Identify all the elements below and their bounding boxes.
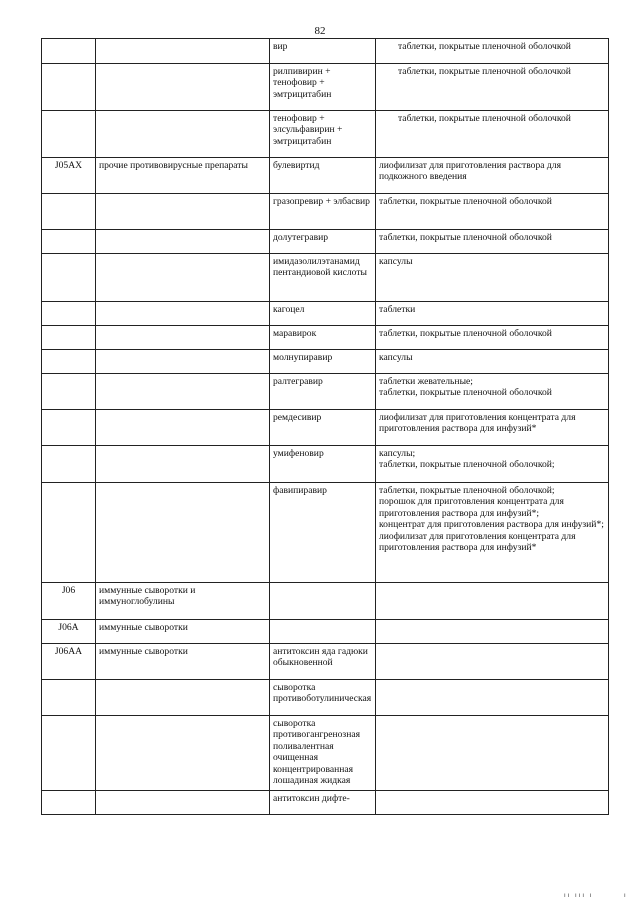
atc-code-cell [42, 791, 96, 815]
drug-name-cell: рилпивирин + тенофовир + эмтрицитабин [270, 64, 376, 111]
dosage-form-cell: капсулы; таблетки, покрытые пленочной оболочкой; [376, 446, 609, 483]
table-body [42, 39, 609, 815]
group-name-cell [96, 254, 270, 302]
drug-name-cell: маравирок [270, 326, 376, 350]
table-row [42, 302, 609, 326]
dosage-form-cell: таблетки, покрытые пленочной оболочкой [376, 64, 609, 111]
atc-code-cell: J06 [42, 583, 96, 620]
table-row [42, 620, 609, 644]
scan-mark: ıı ııı ı [564, 893, 594, 899]
drug-name-cell: тенофовир + элсульфавирин + эмтрицитабин [270, 111, 376, 158]
table-row [42, 254, 609, 302]
dosage-form-cell: таблетки жевательные; таблетки, покрытые пленочной оболочкой [376, 374, 609, 410]
group-name-cell [96, 194, 270, 230]
drug-name-cell: фавипиравир [270, 483, 376, 583]
table-row [42, 374, 609, 410]
drug-name-cell: долутегравир [270, 230, 376, 254]
table-row [42, 158, 609, 194]
dosage-form-cell [376, 680, 609, 716]
drug-name-cell [270, 583, 376, 620]
drug-name-cell [270, 620, 376, 644]
drug-name-cell: умифеновир [270, 446, 376, 483]
group-name-cell [96, 791, 270, 815]
group-name-cell: прочие противовирусные препараты [96, 158, 270, 194]
atc-code-cell [42, 111, 96, 158]
table-row [42, 39, 609, 64]
atc-code-cell [42, 194, 96, 230]
group-name-cell [96, 302, 270, 326]
drug-name-cell: ралтегравир [270, 374, 376, 410]
atc-code-cell [42, 446, 96, 483]
drug-name-cell: имидазолилэтанамид пентандиовой кислоты [270, 254, 376, 302]
dosage-form-cell: таблетки, покрытые пленочной оболочкой [376, 111, 609, 158]
table-row [42, 791, 609, 815]
group-name-cell: иммунные сыворотки и иммуноглобулины [96, 583, 270, 620]
drug-name-cell: сыворотка противоботулиническая [270, 680, 376, 716]
atc-code-cell [42, 410, 96, 446]
table-row [42, 326, 609, 350]
atc-code-cell [42, 374, 96, 410]
group-name-cell [96, 39, 270, 64]
drug-name-cell: булевиртид [270, 158, 376, 194]
dosage-form-cell [376, 716, 609, 791]
group-name-cell: иммунные сыворотки [96, 620, 270, 644]
atc-code-cell [42, 254, 96, 302]
drug-table [41, 38, 609, 815]
group-name-cell [96, 410, 270, 446]
table-row [42, 111, 609, 158]
drug-name-cell: молнупиравир [270, 350, 376, 374]
dosage-form-cell: таблетки, покрытые пленочной оболочкой; порошок для приготовления концентрата для приготовления раствора для инфузий*; концентрат для приготовления раствора для инфузий*; лиофилизат для приготовления концентрата для приготовления раствора для инфузий* [376, 483, 609, 583]
atc-code-cell: J05AX [42, 158, 96, 194]
dosage-form-cell: таблетки [376, 302, 609, 326]
atc-code-cell [42, 230, 96, 254]
table-row [42, 583, 609, 620]
group-name-cell [96, 350, 270, 374]
dosage-form-cell [376, 620, 609, 644]
dosage-form-cell: таблетки, покрытые пленочной оболочкой [376, 39, 609, 64]
group-name-cell [96, 111, 270, 158]
dosage-form-cell: капсулы [376, 254, 609, 302]
drug-name-cell: вир [270, 39, 376, 64]
atc-code-cell [42, 39, 96, 64]
atc-code-cell [42, 483, 96, 583]
atc-code-cell [42, 302, 96, 326]
dosage-form-cell: таблетки, покрытые пленочной оболочкой [376, 230, 609, 254]
drug-name-cell: сыворотка противогангренозная поливалентная очищенная концентрированная лошадиная жидкая [270, 716, 376, 791]
table-row [42, 410, 609, 446]
dosage-form-cell: таблетки, покрытые пленочной оболочкой [376, 194, 609, 230]
dosage-form-cell: лиофилизат для приготовления раствора для подкожного введения [376, 158, 609, 194]
atc-code-cell [42, 64, 96, 111]
table-row [42, 350, 609, 374]
group-name-cell [96, 446, 270, 483]
group-name-cell [96, 64, 270, 111]
table-row [42, 716, 609, 791]
table-row [42, 644, 609, 680]
atc-code-cell: J06A [42, 620, 96, 644]
group-name-cell [96, 326, 270, 350]
drug-name-cell: кагоцел [270, 302, 376, 326]
atc-code-cell: J06AA [42, 644, 96, 680]
drug-name-cell: антитоксин яда гадюки обыкновенной [270, 644, 376, 680]
dosage-form-cell: капсулы [376, 350, 609, 374]
drug-name-cell: ремдесивир [270, 410, 376, 446]
table-row [42, 483, 609, 583]
group-name-cell [96, 680, 270, 716]
table-row [42, 194, 609, 230]
dosage-form-cell [376, 644, 609, 680]
group-name-cell [96, 230, 270, 254]
group-name-cell: иммунные сыворотки [96, 644, 270, 680]
table-row [42, 64, 609, 111]
group-name-cell [96, 483, 270, 583]
page-number: 82 [314, 25, 326, 37]
table-row [42, 680, 609, 716]
atc-code-cell [42, 680, 96, 716]
table-row [42, 446, 609, 483]
group-name-cell [96, 716, 270, 791]
scan-mark: ı [624, 893, 626, 899]
dosage-form-cell [376, 791, 609, 815]
atc-code-cell [42, 716, 96, 791]
atc-code-cell [42, 326, 96, 350]
drug-name-cell: гразопревир + элбасвир [270, 194, 376, 230]
dosage-form-cell: лиофилизат для приготовления концентрата для приготовления раствора для инфузий* [376, 410, 609, 446]
dosage-form-cell: таблетки, покрытые пленочной оболочкой [376, 326, 609, 350]
atc-code-cell [42, 350, 96, 374]
table-row [42, 230, 609, 254]
drug-name-cell: антитоксин дифте- [270, 791, 376, 815]
dosage-form-cell [376, 583, 609, 620]
group-name-cell [96, 374, 270, 410]
